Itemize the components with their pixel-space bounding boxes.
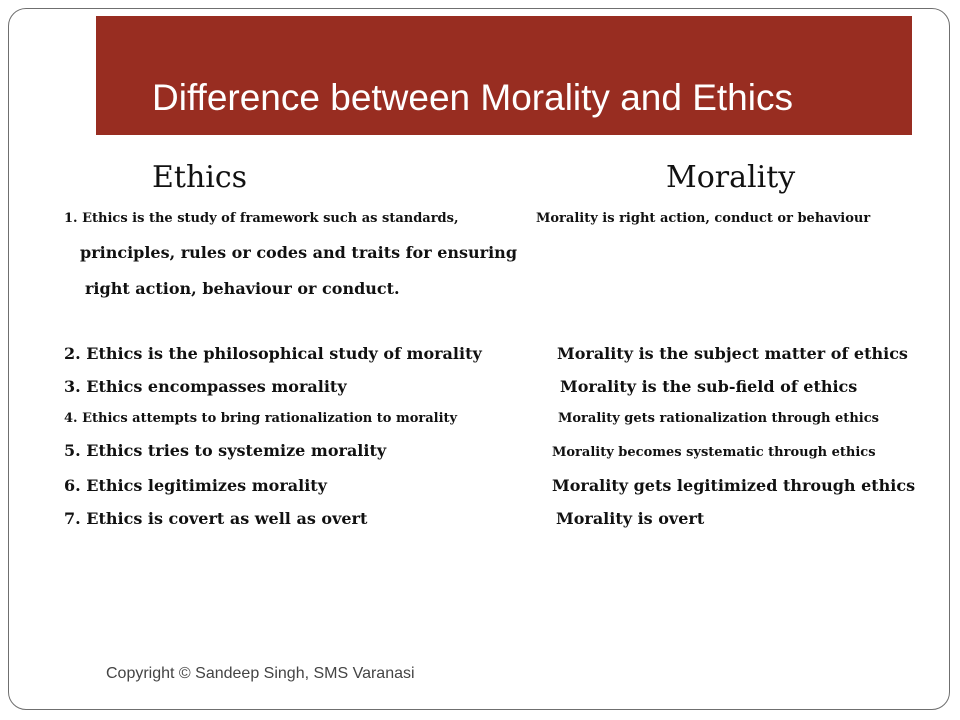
ethics-point-3: 3. Ethics encompasses morality: [64, 377, 347, 396]
ethics-point-7: 7. Ethics is covert as well as overt: [64, 509, 368, 528]
morality-point-3: Morality is the sub-field of ethics: [560, 377, 858, 396]
morality-point-6: Morality gets legitimized through ethics: [552, 476, 916, 495]
morality-point-4: Morality gets rationalization through ethics: [558, 411, 879, 426]
ethics-point-5: 5. Ethics tries to systemize morality: [64, 441, 387, 460]
ethics-point-6: 6. Ethics legitimizes morality: [64, 476, 327, 495]
ethics-point-2: 2. Ethics is the philosophical study of morality: [64, 344, 482, 363]
ethics-point-1-line-1: 1. Ethics is the study of framework such as standards,: [64, 211, 459, 226]
title-bar: [96, 16, 912, 135]
morality-point-7: Morality is overt: [556, 509, 705, 528]
morality-point-1: Morality is right action, conduct or behaviour: [536, 211, 871, 226]
morality-point-2: Morality is the subject matter of ethics: [557, 344, 908, 363]
morality-point-5: Morality becomes systematic through ethics: [552, 445, 876, 460]
ethics-point-1-line-3: right action, behaviour or conduct.: [85, 279, 400, 298]
slide-title: Difference between Morality and Ethics: [152, 77, 793, 118]
ethics-point-1-line-2: principles, rules or codes and traits for ensuring: [80, 243, 517, 262]
ethics-point-4: 4. Ethics attempts to bring rationalization to morality: [64, 411, 458, 426]
copyright-footer: Copyright © Sandeep Singh, SMS Varanasi: [106, 665, 415, 682]
column-header-ethics: Ethics: [152, 160, 248, 195]
column-header-morality: Morality: [666, 160, 796, 195]
